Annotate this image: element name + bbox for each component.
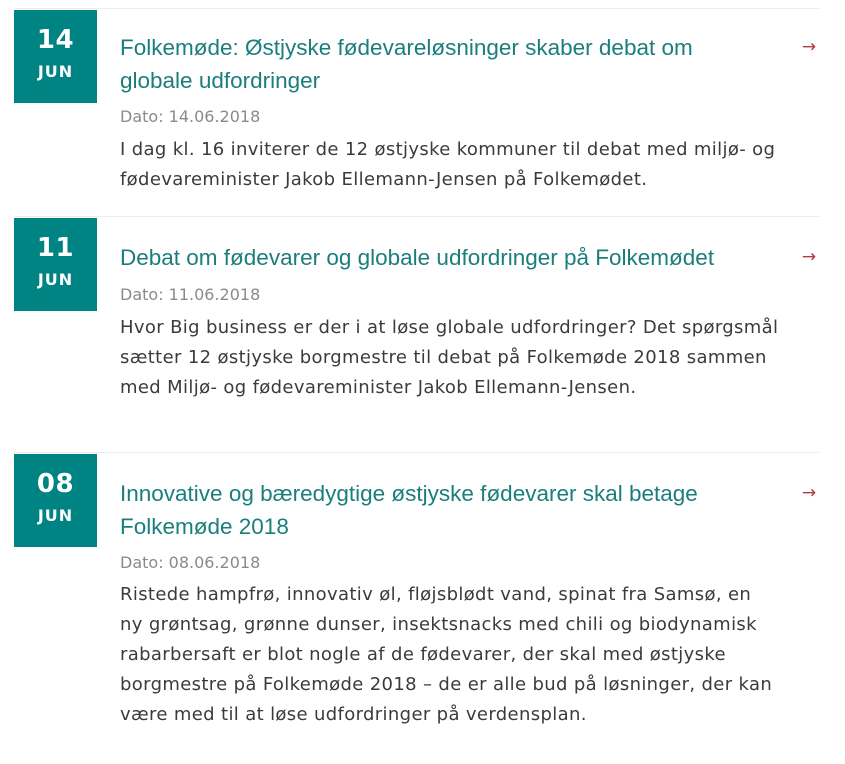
news-date: Dato: 08.06.2018 <box>120 553 261 572</box>
date-month: JUN <box>37 270 74 289</box>
arrow-right-icon[interactable]: → <box>801 37 817 57</box>
date-day: 08 <box>36 469 75 499</box>
date-month: JUN <box>37 506 74 525</box>
arrow-right-icon[interactable]: → <box>801 483 817 503</box>
news-summary: Ristede hampfrø, innovativ øl, fløjsblødt vand, spinat fra Samsø, en ny grøntsag, grønne dunser, insektsnacks med chili og biodynamisk rabarbersaft er blot nogle af de fødevarer, der skal med østjyske borgmestre på Folkemøde 2018 – de er alle bud på løsninger, der kan være med til at løse udfordringer på verdensplan. <box>120 584 773 725</box>
news-title-link[interactable]: Debat om fødevarer og globale udfordringer på Folkemødet <box>120 245 715 270</box>
date-badge <box>14 10 97 103</box>
news-date: Dato: 11.06.2018 <box>120 285 261 304</box>
news-date: Dato: 14.06.2018 <box>120 107 261 126</box>
news-item <box>14 452 819 764</box>
news-summary: I dag kl. 16 inviterer de 12 østjyske kommuner til debat med miljø- og fødevareminister Jakob Ellemann-Jensen på Folkemødet. <box>120 139 776 190</box>
date-day: 11 <box>36 233 75 263</box>
date-day: 14 <box>36 25 75 55</box>
news-summary: Hvor Big business er der i at løse globale udfordringer? Det spørgsmål sætter 12 østjyske borgmestre til debat på Folkemøde 2018 sammen med Miljø- og fødevareminister Jakob Ellemann-Jensen. <box>120 317 779 398</box>
date-month: JUN <box>37 62 74 81</box>
date-badge <box>14 218 97 311</box>
arrow-right-icon[interactable]: → <box>801 247 817 267</box>
news-title-link[interactable]: Folkemøde: Østjyske fødevareløsninger skaber debat om globale udfordringer <box>120 35 693 93</box>
news-item <box>14 8 819 217</box>
date-badge <box>14 454 97 547</box>
news-item <box>14 216 819 453</box>
news-title-link[interactable]: Innovative og bæredygtige østjyske fødevarer skal betage Folkemøde 2018 <box>120 481 698 539</box>
